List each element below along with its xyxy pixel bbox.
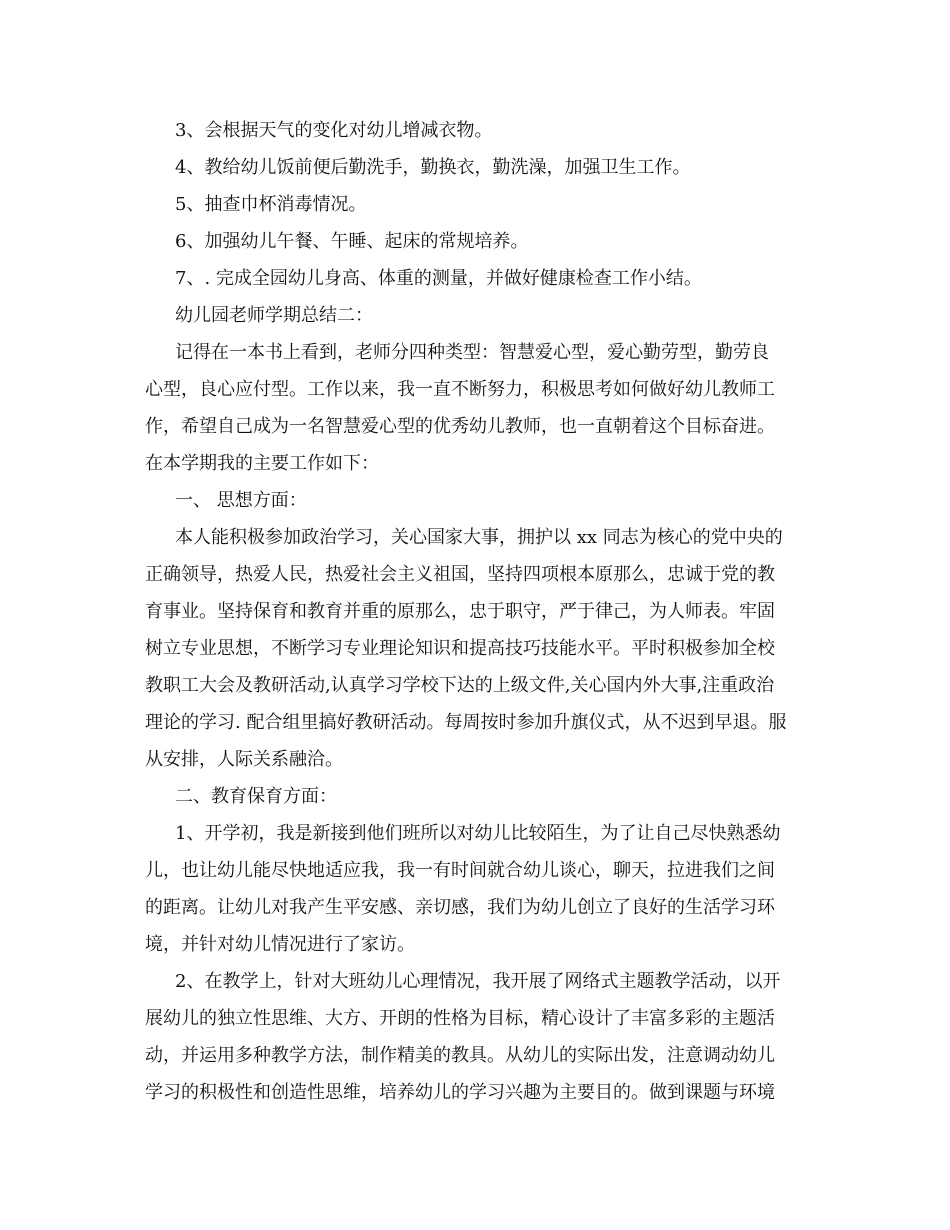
paragraph-thought-line: 本人能积极参加政治学习，关心国家大事，拥护以 xx 同志为核心的党中央的	[175, 527, 783, 548]
list-item-4: 4、教给幼儿饭前便后勤洗手，勤换衣，勤洗澡，加强卫生工作。	[175, 157, 691, 178]
paragraph-education-2-line: 学习的积极性和创造性思维，培养幼儿的学习兴趣为主要目的。做到课题与环境	[145, 1082, 775, 1103]
paragraph-education-1-line: 儿，也让幼儿能尽快地适应我，我一有时间就合幼儿谈心，聊天，拉进我们之间	[145, 860, 775, 881]
paragraph-thought-line: 从安排，人际关系融洽。	[145, 749, 343, 770]
list-item-6: 6、加强幼儿午餐、午睡、起床的常规培养。	[175, 231, 529, 252]
paragraph-intro-line: 作，希望自己成为一名智慧爱心型的优秀幼儿教师，也一直朝着这个目标奋进。	[145, 416, 775, 437]
paragraph-thought-line: 教职工大会及教研活动,认真学习学校下达的上级文件,关心国内外大事,注重政治	[145, 675, 775, 696]
paragraph-thought-line: 树立专业思想，不断学习专业理论知识和提高技巧技能水平。平时积极参加全校	[145, 638, 775, 659]
paragraph-education-2-line: 展幼儿的独立性思维、大方、开朗的性格为目标，精心设计了丰富多彩的主题活	[145, 1008, 775, 1029]
list-item-7: 7、. 完成全园幼儿身高、体重的测量，并做好健康检查工作小结。	[175, 268, 702, 289]
section-heading-summary-two: 幼儿园老师学期总结二：	[175, 305, 373, 326]
list-item-5: 5、抽查巾杯消毒情况。	[175, 194, 367, 215]
section-heading-education: 二、教育保育方面：	[175, 786, 337, 807]
paragraph-thought-line: 理论的学习. 配合组里搞好教研活动。每周按时参加升旗仪式，从不迟到早退。服	[145, 712, 787, 733]
document-body	[145, 112, 805, 1111]
paragraph-intro-line: 记得在一本书上看到，老师分四种类型：智慧爱心型，爱心勤劳型，勤劳良	[175, 342, 769, 363]
paragraph-education-1-line: 境，并针对幼儿情况进行了家访。	[145, 934, 415, 955]
paragraph-education-1-line: 1、开学初，我是新接到他们班所以对幼儿比较陌生，为了让自己尽快熟悉幼	[175, 823, 781, 844]
paragraph-education-2-line: 2、在教学上，针对大班幼儿心理情况，我开展了网络式主题教学活动，以开	[175, 971, 781, 992]
list-item-3: 3、会根据天气的变化对幼儿增减衣物。	[175, 120, 493, 141]
paragraph-intro-line: 在本学期我的主要工作如下：	[145, 453, 379, 474]
section-heading-thought: 一、 思想方面：	[175, 490, 307, 511]
paragraph-thought-line: 育事业。坚持保育和教育并重的原那么，忠于职守，严于律己，为人师表。牢固	[145, 601, 775, 622]
paragraph-thought-line: 正确领导，热爱人民，热爱社会主义祖国，坚持四项根本原那么，忠诚于党的教	[145, 564, 775, 585]
paragraph-education-2-line: 动，并运用多种教学方法，制作精美的教具。从幼儿的实际出发，注意调动幼儿	[145, 1045, 775, 1066]
paragraph-education-1-line: 的距离。让幼儿对我产生平安感、亲切感，我们为幼儿创立了良好的生活学习环	[145, 897, 775, 918]
paragraph-intro-line: 心型，良心应付型。工作以来，我一直不断努力，积极思考如何做好幼儿教师工	[145, 379, 775, 400]
